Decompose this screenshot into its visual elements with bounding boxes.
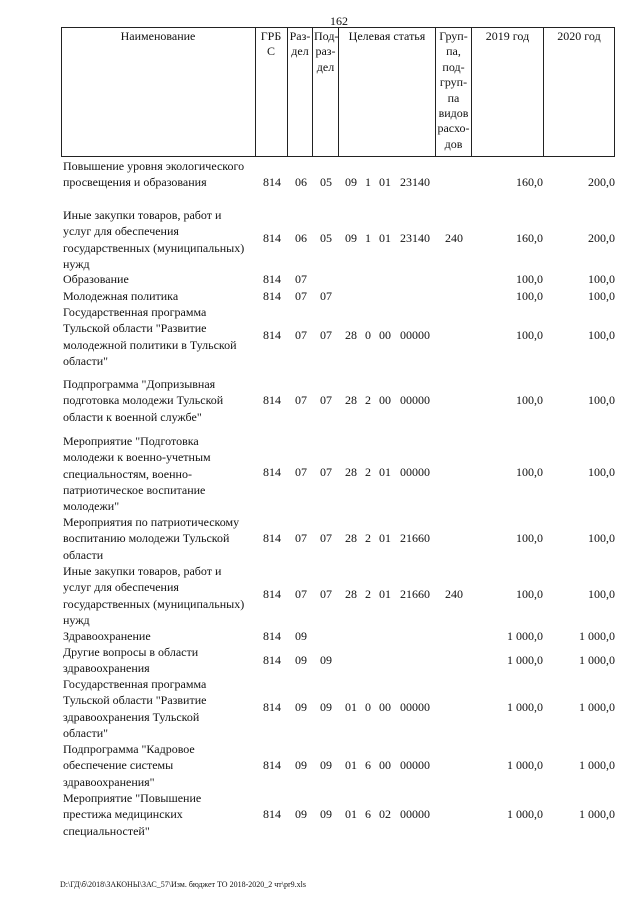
- article-program-cell: 28: [345, 328, 357, 342]
- amount-2020-cell: 100,0: [588, 328, 615, 342]
- razdel-cell: 06: [295, 175, 307, 189]
- amount-2020-cell: 200,0: [588, 231, 615, 245]
- article-subprogram-cell: 2: [365, 393, 371, 407]
- amount-2020-cell: 1 000,0: [579, 629, 615, 643]
- row-name: Мероприятие "Повышение престижа медицинских специальностей": [63, 791, 202, 838]
- article-program-cell: 28: [345, 531, 357, 545]
- article-subprogram-cell: 6: [365, 758, 371, 772]
- article-subprogram-cell: 2: [365, 587, 371, 601]
- razdel-cell: 09: [295, 653, 307, 667]
- article-program-cell: 01: [345, 807, 357, 821]
- amount-2019-cell: 1 000,0: [507, 758, 543, 772]
- amount-2020-cell: 1 000,0: [579, 807, 615, 821]
- row-name: Образование: [63, 272, 129, 286]
- grbs-cell: 814: [263, 175, 281, 189]
- article-subprogram-cell: 0: [365, 700, 371, 714]
- table-header: [61, 27, 614, 156]
- article-direction-cell: 00000: [400, 328, 430, 342]
- row-name: Мероприятие "Подготовка молодежи к военно-учетным специальностям, военно-патриотическое воспитание молодежи": [63, 434, 211, 514]
- podrazdel-cell: 09: [320, 700, 332, 714]
- amount-2019-cell: 100,0: [516, 465, 543, 479]
- article-event-cell: 00: [379, 328, 391, 342]
- header-grbs: ГРБ С: [260, 29, 282, 59]
- grbs-cell: 814: [263, 328, 281, 342]
- header-podrazdel: Под- раз- дел: [314, 29, 339, 74]
- podrazdel-cell: 07: [320, 289, 332, 303]
- article-direction-cell: 23140: [400, 175, 430, 189]
- podrazdel-cell: 07: [320, 531, 332, 545]
- header-2020: 2020 год: [557, 29, 601, 43]
- amount-2020-cell: 100,0: [588, 587, 615, 601]
- razdel-cell: 07: [295, 465, 307, 479]
- amount-2020-cell: 100,0: [588, 465, 615, 479]
- razdel-cell: 09: [295, 629, 307, 643]
- header-divider: [471, 27, 472, 156]
- expense-group-cell: 240: [445, 231, 463, 245]
- header-name: Наименование: [120, 29, 196, 43]
- amount-2019-cell: 1 000,0: [507, 807, 543, 821]
- grbs-cell: 814: [263, 807, 281, 821]
- article-subprogram-cell: 6: [365, 807, 371, 821]
- grbs-cell: 814: [263, 700, 281, 714]
- podrazdel-cell: 07: [320, 587, 332, 601]
- amount-2019-cell: 1 000,0: [507, 653, 543, 667]
- header-divider: [312, 27, 313, 156]
- row-name: Иные закупки товаров, работ и услуг для обеспечения государственных (муниципальных) нужд: [63, 564, 245, 627]
- amount-2020-cell: 200,0: [588, 175, 615, 189]
- amount-2019-cell: 160,0: [516, 231, 543, 245]
- amount-2019-cell: 100,0: [516, 531, 543, 545]
- razdel-cell: 07: [295, 272, 307, 286]
- article-direction-cell: 00000: [400, 807, 430, 821]
- row-name: Здравоохранение: [63, 629, 151, 643]
- row-name: Иные закупки товаров, работ и услуг для обеспечения государственных (муниципальных) нужд: [63, 208, 245, 271]
- amount-2019-cell: 100,0: [516, 289, 543, 303]
- grbs-cell: 814: [263, 653, 281, 667]
- header-2019: 2019 год: [485, 29, 530, 43]
- amount-2020-cell: 100,0: [588, 393, 615, 407]
- article-program-cell: 28: [345, 587, 357, 601]
- podrazdel-cell: 09: [320, 653, 332, 667]
- amount-2020-cell: 100,0: [588, 531, 615, 545]
- article-subprogram-cell: 1: [365, 231, 371, 245]
- article-event-cell: 01: [379, 175, 391, 189]
- razdel-cell: 06: [295, 231, 307, 245]
- article-program-cell: 28: [345, 465, 357, 479]
- amount-2019-cell: 100,0: [516, 393, 543, 407]
- article-subprogram-cell: 0: [365, 328, 371, 342]
- grbs-cell: 814: [263, 587, 281, 601]
- header-divider: [543, 27, 544, 156]
- grbs-cell: 814: [263, 272, 281, 286]
- amount-2019-cell: 100,0: [516, 328, 543, 342]
- amount-2019-cell: 160,0: [516, 175, 543, 189]
- article-program-cell: 28: [345, 393, 357, 407]
- article-direction-cell: 21660: [400, 531, 430, 545]
- article-program-cell: 09: [345, 231, 357, 245]
- article-event-cell: 01: [379, 531, 391, 545]
- grbs-cell: 814: [263, 465, 281, 479]
- podrazdel-cell: 07: [320, 465, 332, 479]
- article-direction-cell: 23140: [400, 231, 430, 245]
- amount-2020-cell: 100,0: [588, 272, 615, 286]
- page-number: 162: [330, 14, 348, 28]
- header-divider: [338, 27, 339, 156]
- header-divider: [435, 27, 436, 156]
- amount-2020-cell: 1 000,0: [579, 758, 615, 772]
- article-direction-cell: 00000: [400, 465, 430, 479]
- podrazdel-cell: 05: [320, 175, 332, 189]
- article-event-cell: 02: [379, 807, 391, 821]
- article-event-cell: 00: [379, 393, 391, 407]
- header-divider: [287, 27, 288, 156]
- header-group: Груп- па, под- груп- па видов расхо- дов: [437, 29, 470, 151]
- row-name: Государственная программа Тульской области "Развитие здравоохранения Тульской области": [63, 677, 207, 740]
- amount-2020-cell: 1 000,0: [579, 700, 615, 714]
- header-divider: [255, 27, 256, 156]
- file-path-footer: D:\ГД\б\2018\ЗАКОНЫ\ЗАС_57\Изм. бюджет ТО 2018-2020_2 чт\pr9.xls: [60, 880, 306, 889]
- article-program-cell: 09: [345, 175, 357, 189]
- article-direction-cell: 00000: [400, 700, 430, 714]
- grbs-cell: 814: [263, 758, 281, 772]
- article-event-cell: 01: [379, 587, 391, 601]
- article-event-cell: 01: [379, 465, 391, 479]
- podrazdel-cell: 07: [320, 328, 332, 342]
- header-razdel: Раз- дел: [289, 29, 311, 59]
- grbs-cell: 814: [263, 393, 281, 407]
- razdel-cell: 07: [295, 328, 307, 342]
- razdel-cell: 07: [295, 587, 307, 601]
- razdel-cell: 07: [295, 289, 307, 303]
- article-direction-cell: 00000: [400, 393, 430, 407]
- grbs-cell: 814: [263, 531, 281, 545]
- article-subprogram-cell: 2: [365, 531, 371, 545]
- amount-2019-cell: 1 000,0: [507, 629, 543, 643]
- article-direction-cell: 21660: [400, 587, 430, 601]
- razdel-cell: 09: [295, 758, 307, 772]
- amount-2019-cell: 100,0: [516, 587, 543, 601]
- razdel-cell: 09: [295, 700, 307, 714]
- row-name: Другие вопросы в области здравоохранения: [63, 645, 199, 676]
- podrazdel-cell: 09: [320, 807, 332, 821]
- article-direction-cell: 00000: [400, 758, 430, 772]
- podrazdel-cell: 09: [320, 758, 332, 772]
- razdel-cell: 07: [295, 393, 307, 407]
- row-name: Мероприятия по патриотическому воспитанию молодежи Тульской области: [63, 515, 240, 562]
- article-program-cell: 01: [345, 758, 357, 772]
- article-program-cell: 01: [345, 700, 357, 714]
- razdel-cell: 07: [295, 531, 307, 545]
- header-article: Целевая статья: [348, 29, 426, 43]
- article-event-cell: 01: [379, 231, 391, 245]
- row-name: Молодежная политика: [63, 289, 179, 303]
- article-subprogram-cell: 1: [365, 175, 371, 189]
- amount-2020-cell: 1 000,0: [579, 653, 615, 667]
- amount-2019-cell: 1 000,0: [507, 700, 543, 714]
- expense-group-cell: 240: [445, 587, 463, 601]
- podrazdel-cell: 05: [320, 231, 332, 245]
- podrazdel-cell: 07: [320, 393, 332, 407]
- row-name: Подпрограмма "Кадровое обеспечение системы здравоохранения": [63, 742, 195, 789]
- amount-2020-cell: 100,0: [588, 289, 615, 303]
- article-event-cell: 00: [379, 700, 391, 714]
- article-event-cell: 00: [379, 758, 391, 772]
- row-name: Государственная программа Тульской области "Развитие молодежной политики в Тульской области": [63, 305, 237, 368]
- grbs-cell: 814: [263, 231, 281, 245]
- amount-2019-cell: 100,0: [516, 272, 543, 286]
- row-name: Повышение уровня экологического просвещения и образования: [63, 159, 245, 190]
- grbs-cell: 814: [263, 289, 281, 303]
- row-name: Подпрограмма "Допризывная подготовка молодежи Тульской области к военной службе": [63, 377, 224, 424]
- razdel-cell: 09: [295, 807, 307, 821]
- grbs-cell: 814: [263, 629, 281, 643]
- article-subprogram-cell: 2: [365, 465, 371, 479]
